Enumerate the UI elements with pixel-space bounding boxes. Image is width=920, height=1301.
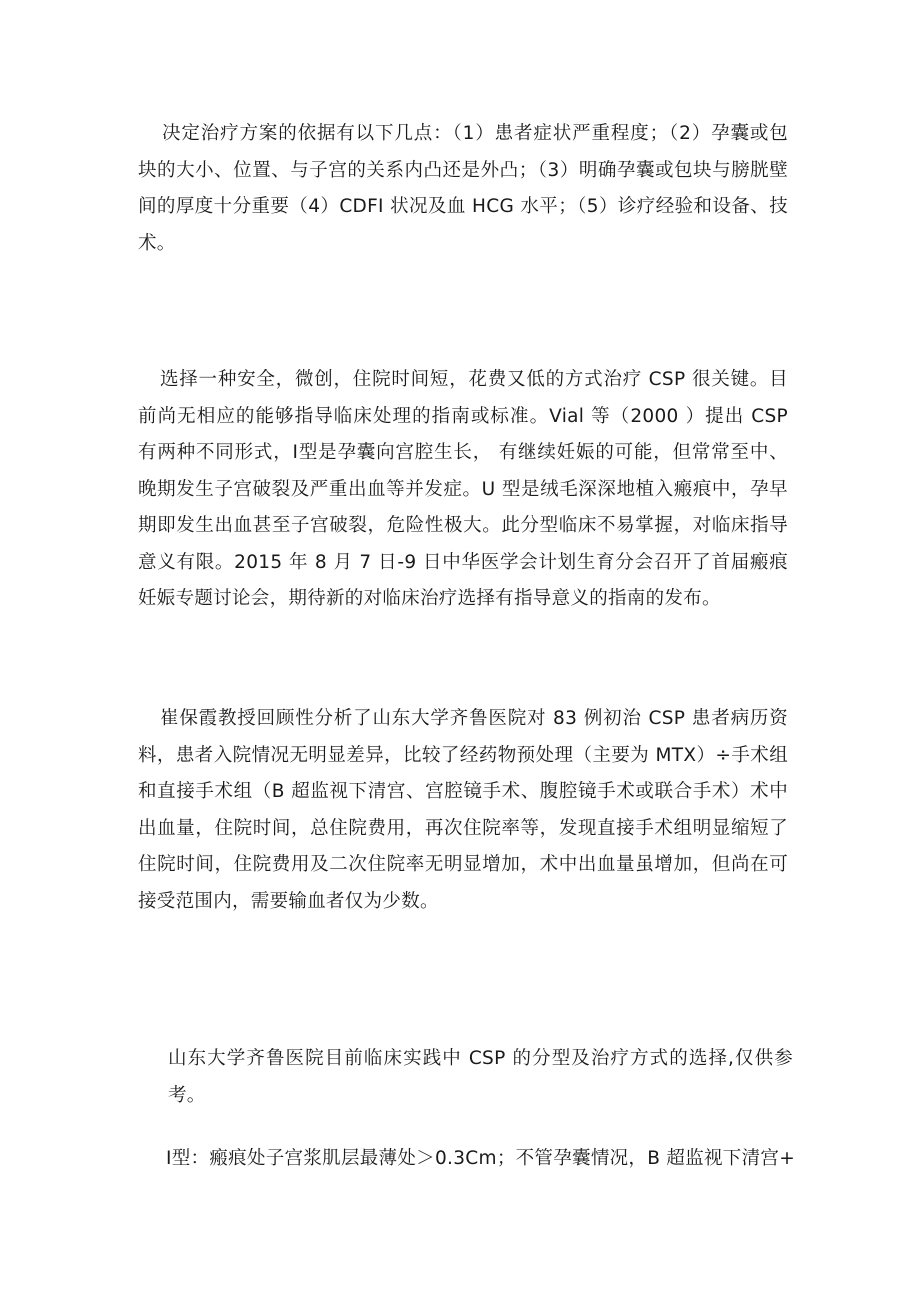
paragraph-treatment-basis: 决定治疗方案的依据有以下几点：（1）患者症状严重程度；（2）孕囊或包块的大小、位置、与子宫的关系内凸还是外凸；（3）明确孕囊或包块与膀胱壁间的厚度十分重要（4）CDFI 状况及血 HCG 水平；（5）诊疗经验和设备、技术。 [138,123,788,254]
paragraph-retrospective-analysis: 崔保霞教授回顾性分析了山东大学齐鲁医院对 83 例初治 CSP 患者病历资料，患者入院情况无明显差异，比较了经药物预处理（主要为 MTX）÷手术组和直接手术组（B 超监视下清宫、宫腔镜手术、腹腔镜手术或联合手术）术中出血量，住院时间，总住院费用，再次住院率等，发现直接手术组明显缩短了住院时间，住院费用及二次住院率无明显增加，术中出血量虽增加，但尚在可接受范围内，需要输血者仅为少数。 [138,708,788,912]
paragraph-type-one: Ⅰ型：瘢痕处子宫浆肌层最薄处＞0.3Cm；不管孕囊情况，B 超监视下清宫+ [166,1148,795,1169]
paragraph-qilu-practice: 山东大学齐鲁医院目前临床实践中 CSP 的分型及治疗方式的选择,仅供参考。 [168,1048,793,1106]
paragraph-csp-classification: 选择一种安全，微创，住院时间短，花费又低的方式治疗 CSP 很关键。目前尚无相应的能够指导临床处理的指南或标准。Vial 等（2000 ）提出 CSP 有两种不同形式，Ⅰ型是孕囊向宫腔生长， 有继续妊娠的可能，但常常至中、晚期发生子宫破裂及严重出血等并发症。U 型是绒毛深深地植入瘢痕中，孕早期即发生出血甚至子宫破裂，危险性极大。此分型临床不易掌握，对临床指导意义有限。2015 年 8 月 7 日-9 日中华医学会计划生育分会召开了首届瘢痕妊娠专题讨论会，期待新的对临床治疗选择有指导意义的指南的发布。 [138,369,788,609]
